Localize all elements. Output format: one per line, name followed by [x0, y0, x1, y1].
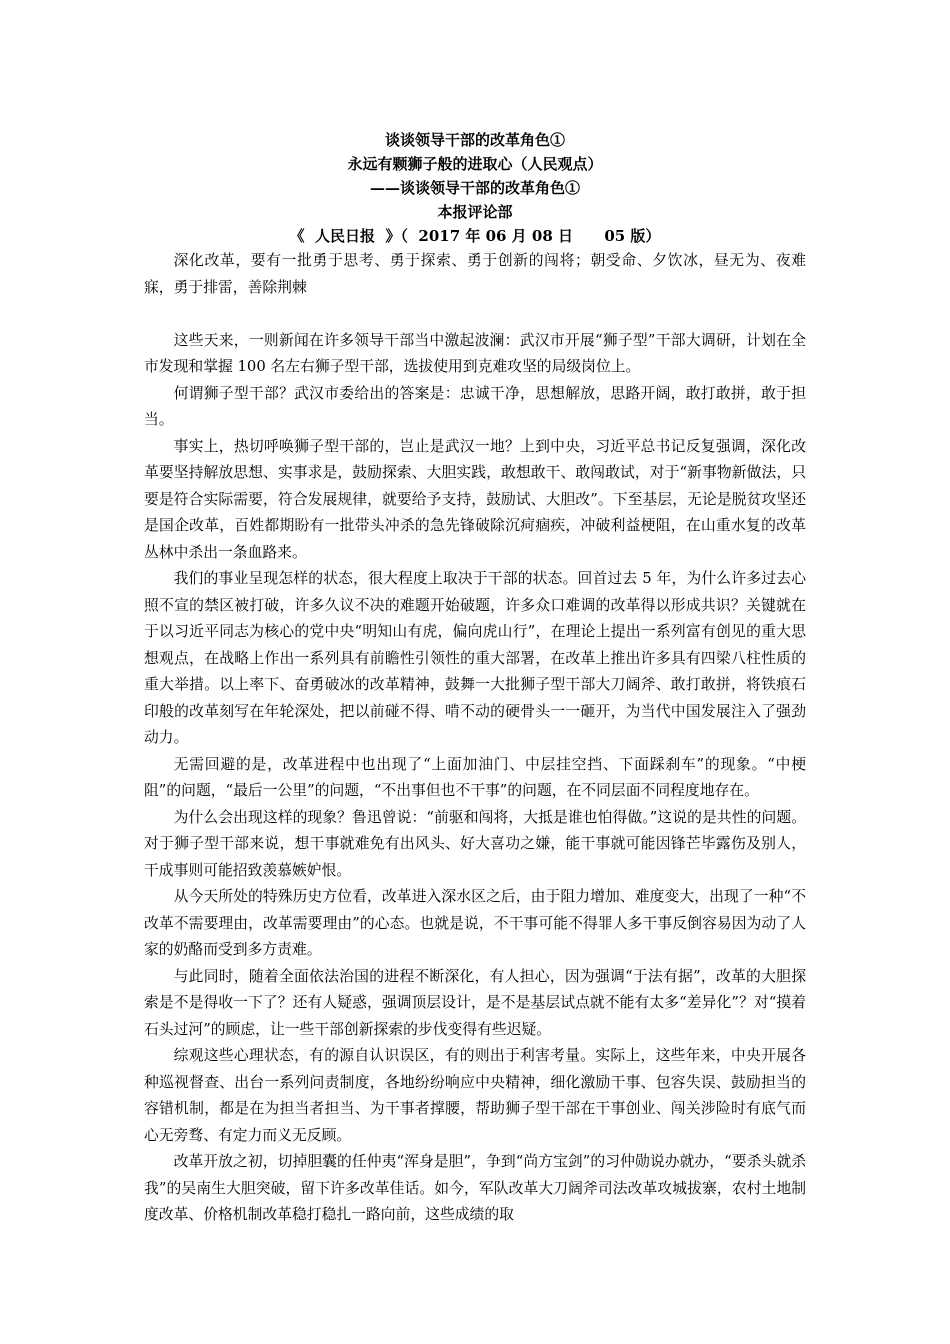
article-paragraph: 与此同时，随着全面依法治国的进程不断深化，有人担心，因为强调“于法有据”，改革的大胆探索是不是得收一下了？还有人疑惑，强调顶层设计，是不是基层试点就不能有太多“差异化”？对“摸着石头过河”的顾虑，让一些干部创新探索的步伐变得有些迟疑。 — [144, 967, 806, 1038]
article-author: 本报评论部 — [437, 203, 513, 221]
article-source: 《 人民日报 》（ 2017 年 06 月 08 日 05 版） — [289, 227, 661, 245]
article-paragraph: 这些天来，一则新闻在许多领导干部当中激起波澜：武汉市开展“狮子型”干部大调研，计划在全市发现和掌握 100 名左右狮子型干部，选拔使用到克难攻坚的局级岗位上。 — [144, 331, 806, 375]
article-paragraph: 我们的事业呈现怎样的状态，很大程度上取决于干部的状态。回首过去 5 年，为什么许多过去心照不宣的禁区被打破，许多久议不决的难题开始破题，许多众口难调的改革得以形成共识？关键就在于以习近平同志为核心的党中央“明知山有虎，偏向虎山行”，在理论上提出一系列富有创见的重大思想观点，在战略上作出一系列具有前瞻性引领性的重大部署，在改革上推出许多具有四梁八柱性质的重大举措。以上率下、奋勇破冰的改革精神，鼓舞一大批狮子型干部大刀阔斧、敢打敢拼，将铁痕石印般的改革刻写在年轮深处，把以前碰不得、啃不动的硬骨头一一砸开，为当代中国发展注入了强劲动力。 — [144, 570, 806, 746]
article-paragraph: 事实上，热切呼唤狮子型干部的，岂止是武汉一地？上到中央，习近平总书记反复强调，深化改革要坚持解放思想、实事求是，鼓励探索、大胆实践，敢想敢干、敢闯敢试，对于“新事物新做法，只要是符合实际需要，符合发展规律，就要给予支持，鼓励试、大胆改”。下至基层，无论是脱贫攻坚还是国企改革，百姓都期盼有一批带头冲杀的急先锋破除沉疴痼疾，冲破利益梗阻，在山重水复的改革丛林中杀出一条血路来。 — [144, 437, 806, 561]
article-headline: 永远有颗狮子般的进取心（人民观点） — [347, 155, 603, 173]
article-paragraph: 改革开放之初，切掉胆囊的任仲夷“浑身是胆”，争到“尚方宝剑”的习仲勋说办就办，“要杀头就杀我”的吴南生大胆突破，留下许多改革佳话。如今，军队改革大刀阔斧司法改革攻城拔寨，农村土地制度改革、价格机制改革稳打稳扎一路向前，这些成绩的取 — [144, 1153, 806, 1223]
article-paragraph: 无需回避的是，改革进程中也出现了“上面加油门、中层挂空挡、下面踩刹车”的现象。“中梗阻”的问题，“最后一公里”的问题，“不出事但也不干事”的问题，在不同层面不同程度地存在。 — [144, 755, 806, 799]
article-paragraph: 综观这些心理状态，有的源自认识误区，有的则出于利害考量。实际上，这些年来，中央开展各种巡视督查、出台一系列问责制度，各地纷纷响应中央精神，细化激励干事、包容失误、鼓励担当的容错机制，都是在为担当者担当、为干事者撑腰，帮助狮子型干部在干事创业、闯关涉险时有底气而心无旁骛、有定力而义无反顾。 — [144, 1047, 806, 1144]
article-paragraph: 何谓狮子型干部？武汉市委给出的答案是：忠诚干净，思想解放，思路开阔，敢打敢拼，敢于担当。 — [144, 384, 806, 428]
article-paragraph: 为什么会出现这样的现象？鲁迅曾说：“前驱和闯将，大抵是谁也怕得做。”这说的是共性的问题。对于狮子型干部来说，想干事就难免有出风头、好大喜功之嫌，能干事就可能因锋芒毕露伤及别人，干成事则可能招致羡慕嫉妒恨。 — [144, 808, 806, 879]
document-title: 谈谈领导干部的改革角色① — [384, 131, 565, 149]
article-paragraph: 从今天所处的特殊历史方位看，改革进入深水区之后，由于阻力增加、难度变大，出现了一种“不改革不需要理由，改革需要理由”的心态。也就是说，不干事可能不得罪人多干事反倒容易因为动了人家的奶酪而受到多方责难。 — [144, 888, 806, 958]
document-page — [144, 128, 806, 1229]
article-lead: 深化改革，要有一批勇于思考、勇于探索、勇于创新的闯将；朝受命、夕饮冰，昼无为、夜难寐，勇于排雷，善除荆棘 — [144, 252, 806, 296]
article-subtitle: ——谈谈领导干部的改革角色① — [369, 179, 580, 197]
